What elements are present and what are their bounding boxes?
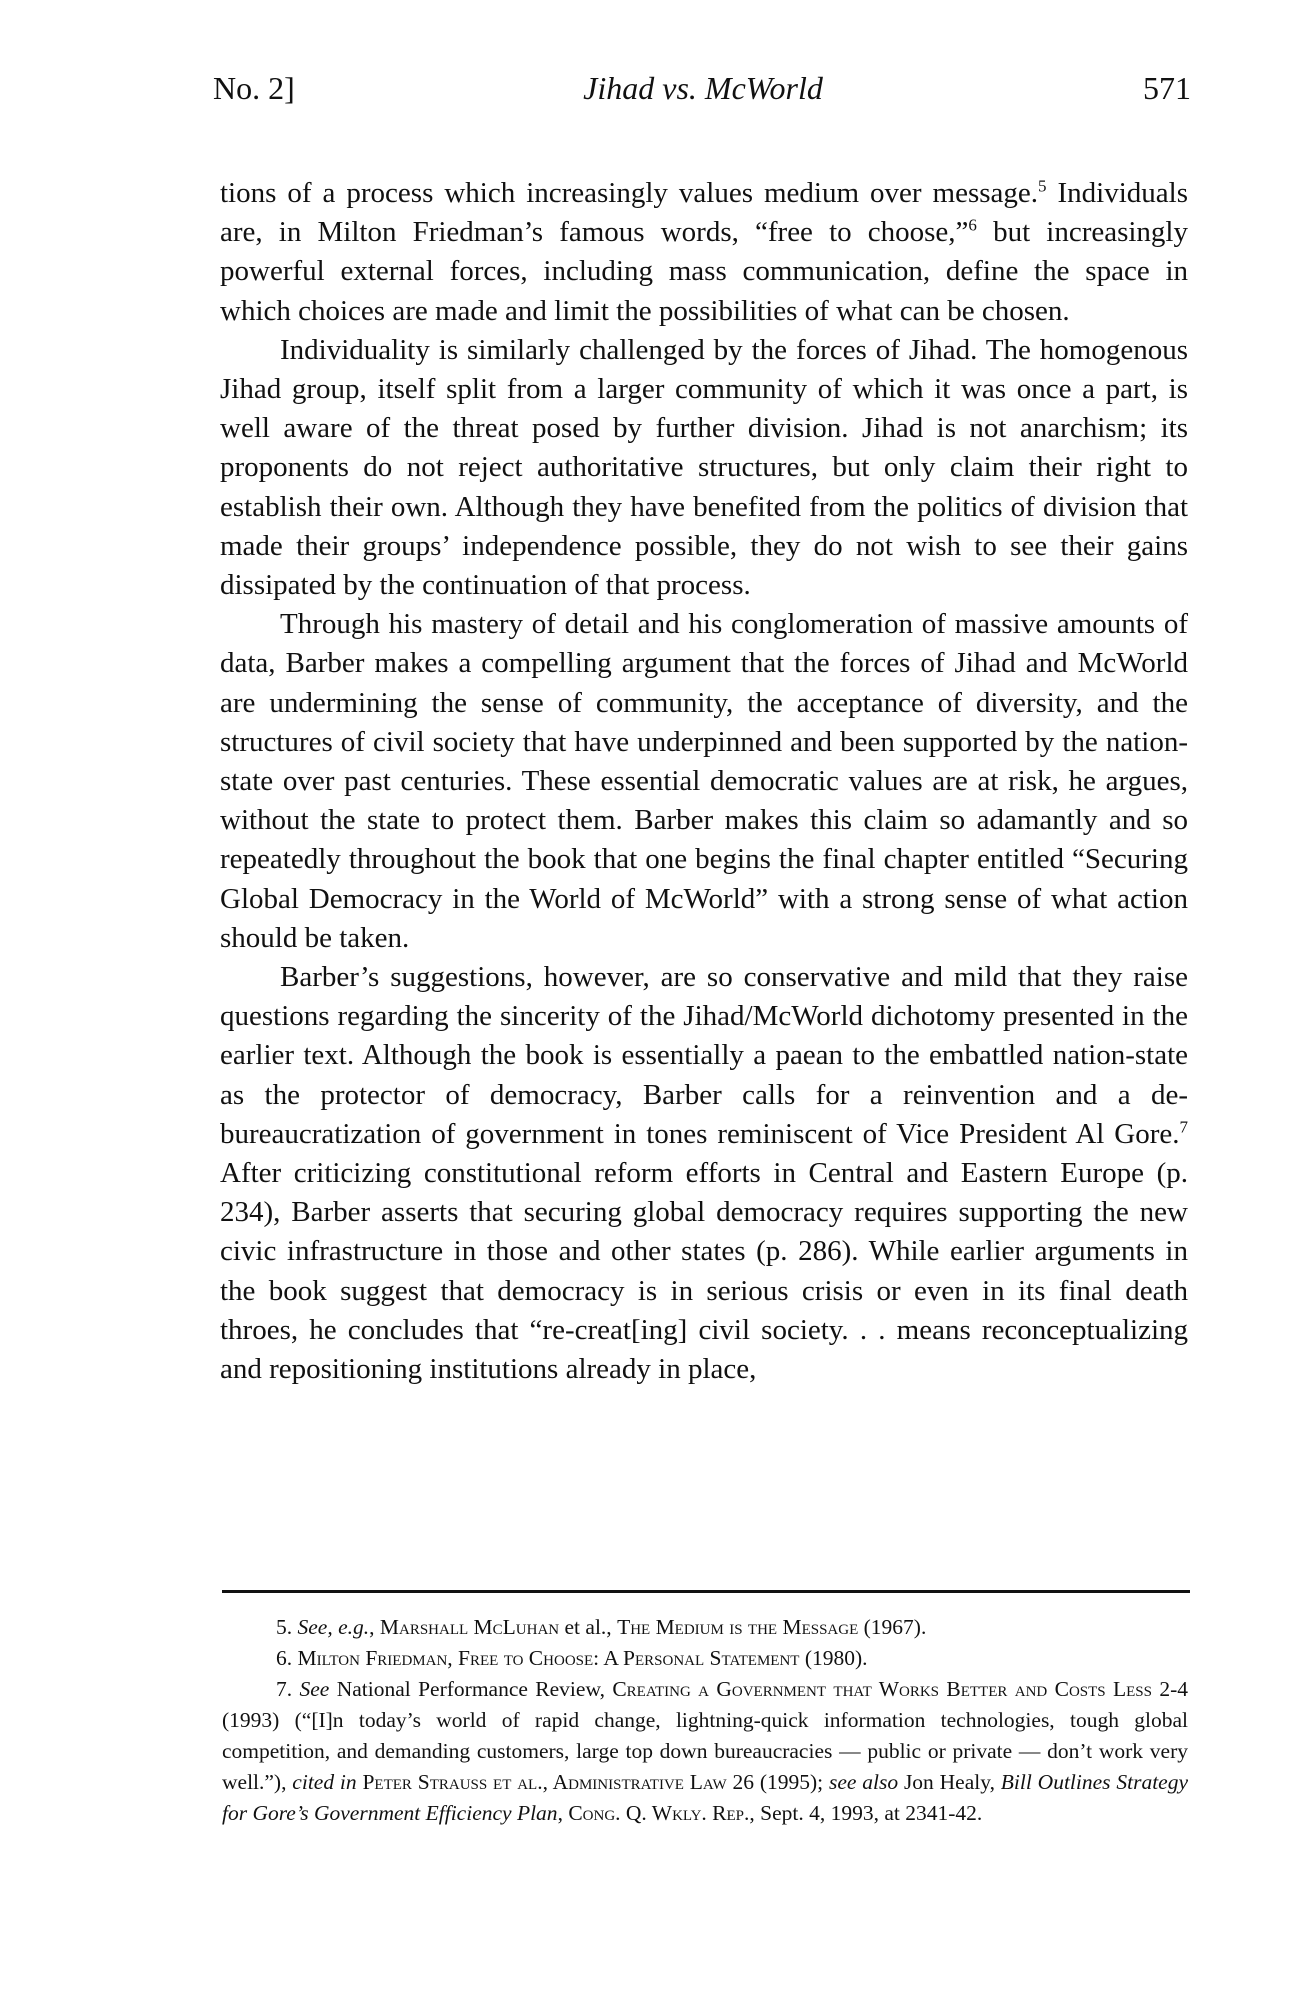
footnote-7-signal: See [299, 1677, 330, 1701]
footnote-6-number: 6. [276, 1646, 293, 1670]
paragraph-3: Through his mastery of detail and his conglomeration of massive amounts of data, Barber makes a compelling argument that the forces of Jihad and McWorld are undermining the sense of community, the acceptance of diversity, and the structures of civil society that have underpinned and been supported by the nation-state over past centuries. These essential democratic values are at risk, he argues, without the state to protect them. Barber makes this claim so adamantly and so repeatedly throughout the book that one begins the final chapter entitled “Securing Global Democracy in the World of McWorld” with a strong sense of what action should be taken. [220, 608, 1188, 954]
footnote-6-title: Free to Choose: A Personal Statement [458, 1646, 800, 1670]
paragraph-1-text-c: but increasingly powerful external forces, including mass communication, define the space in which choices are made and limit the possibilities of what can be chosen. [220, 216, 1188, 327]
footnote-ref-7: 7 [1179, 1117, 1188, 1137]
page-number: 571 [1143, 70, 1191, 106]
footnote-ref-6: 6 [968, 215, 977, 235]
footnote-7-text-1: National Performance Review, [329, 1677, 613, 1701]
footnote-7-text-2: 2-4 (1993) (“[I]n today’s world of rapid change, lightning-quick information technologies, tough global competition, and demanding customers, large top down bureaucracies — public or private — don’t work very well.”), [222, 1677, 1188, 1794]
footnote-5-title: The Medium is the Message [617, 1615, 859, 1639]
issue-number: No. 2] [213, 70, 295, 106]
footnote-5-number: 5. [276, 1615, 293, 1639]
footnote-7-text-5: Jon Healy, [898, 1770, 1001, 1794]
paragraph-4-text-a: Barber’s suggestions, however, are so conservative and mild that they raise questions regarding the sincerity of the Jihad/McWorld dichotomy presented in the earlier text. Although the book is essentially a paean to the embattled nation-state as the protector of democracy, Barber calls for a reinvention and a de-bureaucratization of government in tones reminiscent of Vice President Al Gore. [220, 961, 1188, 1150]
footnote-7-source-2: Peter Strauss et al., Administrative Law [362, 1770, 727, 1794]
footnote-7 [222, 1674, 1188, 1829]
paragraph-1 [220, 174, 1188, 331]
footnote-7-cited-in: cited in [292, 1770, 357, 1794]
footnote-7-text-7: , Sept. 4, 1993, at 2341-42. [749, 1801, 983, 1825]
footnote-7-number: 7. [276, 1677, 293, 1701]
footnote-6-sep: , [447, 1646, 459, 1670]
paragraph-4 [220, 958, 1188, 1389]
footnote-7-text-6: , [557, 1801, 569, 1825]
paragraph-2: Individuality is similarly challenged by the forces of Jihad. The homogenous Jihad group, itself split from a larger community of which it was once a part, is well aware of the threat posed by further division. Jihad is not anarchism; its proponents do not reject authoritative structures, but only claim their right to establish their own. Although they have benefited from the politics of division that made their groups’ independence possible, they do not wish to see their gains dissipated by the continuation of that process. [220, 333, 1188, 602]
paragraph-1-text: tions of a process which increasingly values medium over message. [220, 177, 1039, 209]
footnote-6-author: Milton Friedman [297, 1646, 448, 1670]
footnote-5-author: Marshall McLuhan [379, 1615, 560, 1639]
footnote-6 [222, 1643, 1188, 1674]
running-title: Jihad vs. McWorld [583, 70, 823, 106]
footnote-5-signal: See, e.g. [297, 1615, 370, 1639]
footnote-7-see-also: see also [828, 1770, 899, 1794]
footnote-7-text-4: 26 (1995); [726, 1770, 829, 1794]
paragraph-1-text-b: Individuals are, in Milton Friedman’s famous words, “free to choose,” [220, 177, 1188, 249]
footnote-ref-5: 5 [1038, 176, 1047, 196]
running-header [213, 70, 1193, 120]
paragraph-4-text-b: After criticizing constitutional reform efforts in Central and Eastern Europe (p. 234), Barber asserts that securing global democracy requires supporting the new civic infrastructure in those and other states (p. 286). While earlier arguments in the book suggest that democracy is in serious crisis or even in its final death throes, he concludes that “re-creat[ing] civil society. . . means reconceptualizing and repositioning institutions already in place, [220, 1157, 1188, 1386]
footnote-6-year: (1980). [799, 1646, 868, 1670]
footnote-7-journal: Cong. Q. Wkly. Rep. [568, 1801, 750, 1825]
footnote-5-year: (1967). [858, 1615, 927, 1639]
footnote-7-source-1: Creating a Government that Works Better and Costs Less [612, 1677, 1152, 1701]
footnote-5: 5. See, e.g., Marshall McLuhan et al., The Medium is the Message (1967). [276, 1615, 927, 1639]
footnotes [222, 1612, 1188, 1829]
body-text [220, 174, 1188, 1389]
footnote-5-etal: et al., [559, 1615, 618, 1639]
footnote-divider [222, 1590, 1190, 1593]
footnote-7-article-title: Bill Outlines Strategy for Gore’s Government Efficiency Plan [222, 1770, 1188, 1825]
